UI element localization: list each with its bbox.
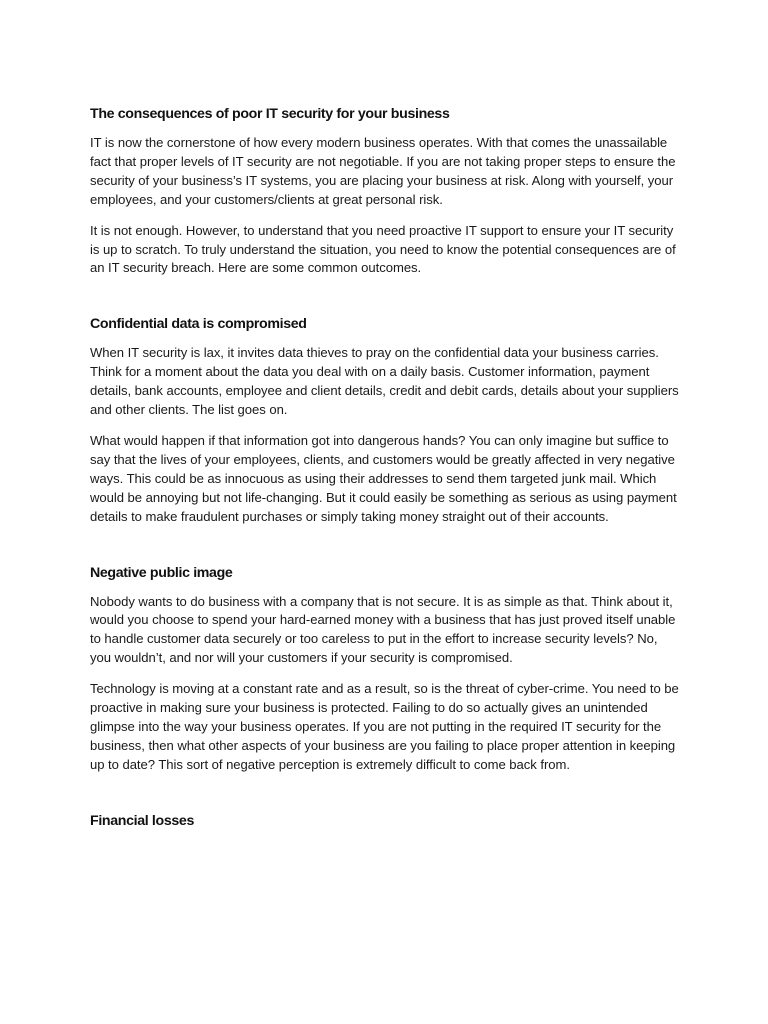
paragraph: What would happen if that information got into dangerous hands? You can only imagine but suffice to say that the lives of your employees, clients, and customers would be greatly affected in very negative ways. This could be as innocuous as using their addresses to send them targeted junk mail. Which would be annoying but not life-changing. But it could easily be something as serious as using payment details to make fraudulent purchases or simply taking money straight out of their accounts. [90, 432, 677, 524]
section-financial-losses [90, 811, 680, 831]
section-heading: The consequences of poor IT security for your business [90, 106, 450, 122]
section-confidential-data [90, 314, 680, 526]
section-it-security-consequences [90, 104, 680, 278]
paragraph: IT is now the cornerstone of how every modern business operates. With that comes the unassailable fact that proper levels of IT security are not negotiable. If you are not taking proper steps to ensure the security of your business’s IT systems, you are placing your business at risk. Along with yourself, your employees, and your customers/clients at great personal risk. [90, 135, 676, 207]
section-negative-public-image [90, 563, 680, 775]
section-heading: Negative public image [90, 564, 233, 581]
section-heading: Financial losses [90, 812, 195, 829]
paragraph: Nobody wants to do business with a company that is not secure. It is as simple as that. Think about it, would you choose to spend your hard-earned money with a business that has just proved itself unable to handle customer data securely or too careless to put in the effort to increase security levels? No, you wouldn’t, and nor will your customers if your security is compromised. [90, 593, 676, 666]
paragraph: Technology is moving at a constant rate and as a result, so is the threat of cyber-crime. You need to be proactive in making sure your business is protected. Failing to do so actually gives an unintended glimpse into the way your business operates. If you are not putting in the required IT security for the business, then what other aspects of your business are you failing to place proper attention in keeping up to date? This sort of negative perception is extremely difficult to come back from. [90, 681, 679, 772]
paragraph: When IT security is lax, it invites data thieves to pray on the confidential data your business carries. Think for a moment about the data you deal with on a daily basis. Customer information, payment details, bank accounts, employee and client details, credit and debit cards, details about your suppliers and other clients. The list goes on. [90, 345, 679, 418]
paragraph: It is not enough. However, to understand that you need proactive IT support to ensure your IT security is up to scratch. To truly understand the situation, you need to know the potential consequences are of an IT security breach. Here are some common outcomes. [90, 222, 676, 276]
section-heading: Confidential data is compromised [90, 316, 307, 333]
